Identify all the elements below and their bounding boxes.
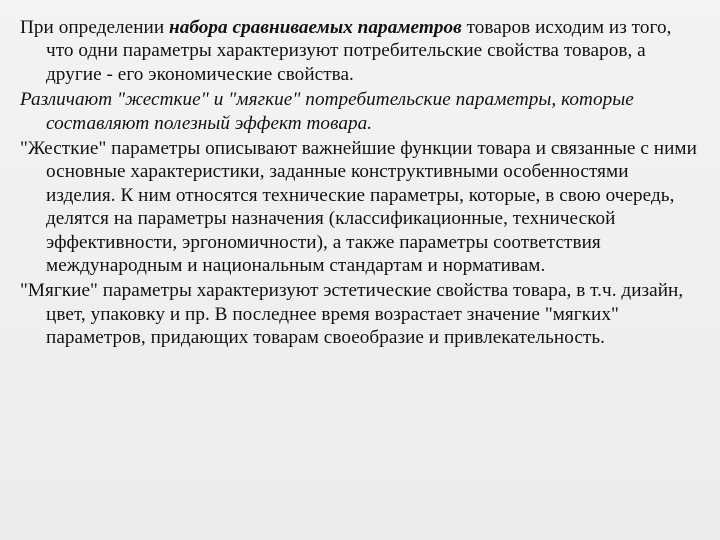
paragraph-hard-soft-intro: Различают "жесткие" и "мягкие" потребительские параметры, которые составляют полезный эффект товара. — [20, 89, 634, 134]
paragraph-1-after: товаров исходим из того, что одни параметры характеризуют потребительские свойства товаров, а другие - его экономические свойства. — [46, 17, 672, 85]
paragraph-1-before: При определении — [20, 17, 170, 38]
paragraph-soft-parameters: "Мягкие" параметры характеризуют эстетические свойства товара, в т.ч. дизайн, цвет, упаковку и пр. В последнее время возрастает значение "мягких" параметров, придающих товарам своеобразие и привлекательность. — [20, 280, 684, 349]
paragraph-parameter-selection — [20, 16, 698, 86]
paragraph-1-emphasis: набора сравниваемых параметров — [169, 17, 462, 38]
paragraph-hard-parameters: "Жесткие" параметры описывают важнейшие функции товара и связанные с ними основные характеристики, заданные конструктивными особенностями изделия. К ним относятся технические параметры, которые, в свою очередь, делятся на параметры назначения (классификационные, технической эффективности, эргономичности), а также параметры соответствия международным и национальным стандартам и нормативам. — [20, 138, 697, 277]
